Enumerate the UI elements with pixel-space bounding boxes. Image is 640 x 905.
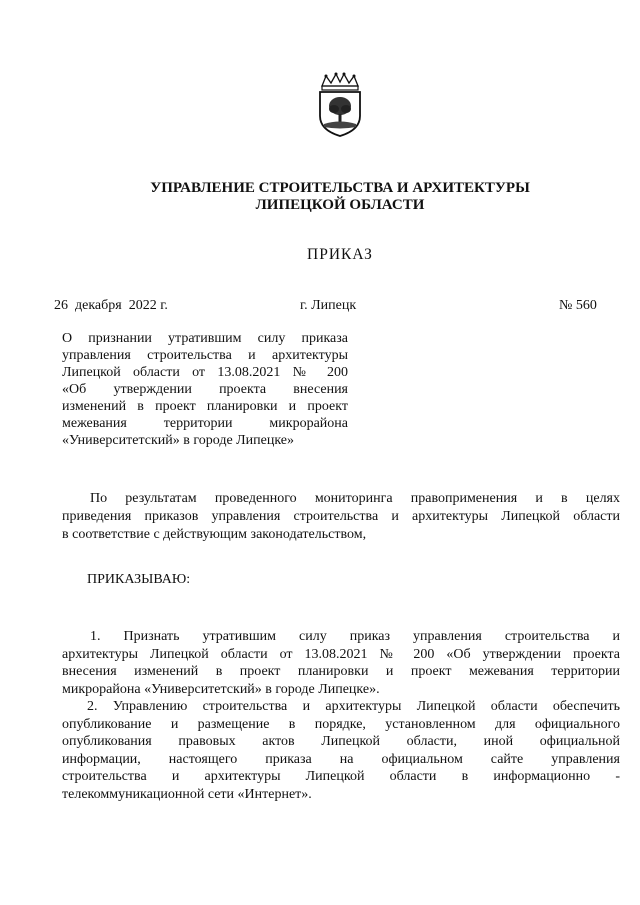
document-city: г. Липецк [300,298,357,313]
document-type: ПРИКАЗ [307,246,373,263]
preamble-line: в соответствие с действующим законодательством, [62,527,367,542]
document-number: № 560 [559,298,597,313]
subject-line: Липецкой области от 13.08.2021 № 200 [62,365,348,380]
item-1-line: архитектуры Липецкой области от 13.08.2021 № 200 «Об утверждении проекта [62,646,620,662]
item-1-line: 1. Признать утратившим силу приказ управления строительства и [90,629,620,644]
item-1-line: внесения изменений в проект планировки и проект межевания территории [62,664,620,679]
subject-line: «Об утверждении проекта внесения [62,382,348,397]
preamble-paragraph [62,490,620,544]
item-2-line: строительства и архитектуры Липецкой области в информационно - [62,769,620,784]
subject-line: изменений в проект планировки и проект [62,399,348,414]
item-2-line: 2. Управлению строительства и архитектуры Липецкой области обеспечить [87,699,620,714]
preamble-line: По результатам проведенного мониторинга правоприменения и в целях [90,491,620,506]
order-word: ПРИКАЗЫВАЮ: [87,572,191,587]
subject-line: «Университетский» в городе Липецке» [62,433,295,448]
organization-name [0,180,640,214]
org-line-1: УПРАВЛЕНИЕ СТРОИТЕЛЬСТВА И АРХИТЕКТУРЫ [150,180,530,196]
subject-line: О признании утратившим силу приказа [62,331,348,346]
item-1-line: микрорайона «Университетский» в городе Липецке». [62,681,380,697]
subject-line: управления строительства и архитектуры [62,348,348,363]
item-2-line: информации, настоящего приказа на официальном сайте управления [62,751,620,767]
subject-line: межевания территории микрорайона [62,416,348,431]
document-subject [62,330,348,449]
item-2-line: опубликования правовых актов Липецкой области, иной официальной [62,734,620,749]
coat-of-arms-icon [314,72,366,138]
document-date: 26 декабря 2022 г. [54,298,168,313]
item-2-line: опубликование и размещение в порядке, установленном для официального [62,716,620,732]
preamble-line: приведения приказов управления строительства и архитектуры Липецкой области [62,509,620,524]
order-items [62,628,620,803]
item-2-line: телекоммуникационной сети «Интернет». [62,786,312,802]
org-line-2: ЛИПЕЦКОЙ ОБЛАСТИ [255,197,425,213]
